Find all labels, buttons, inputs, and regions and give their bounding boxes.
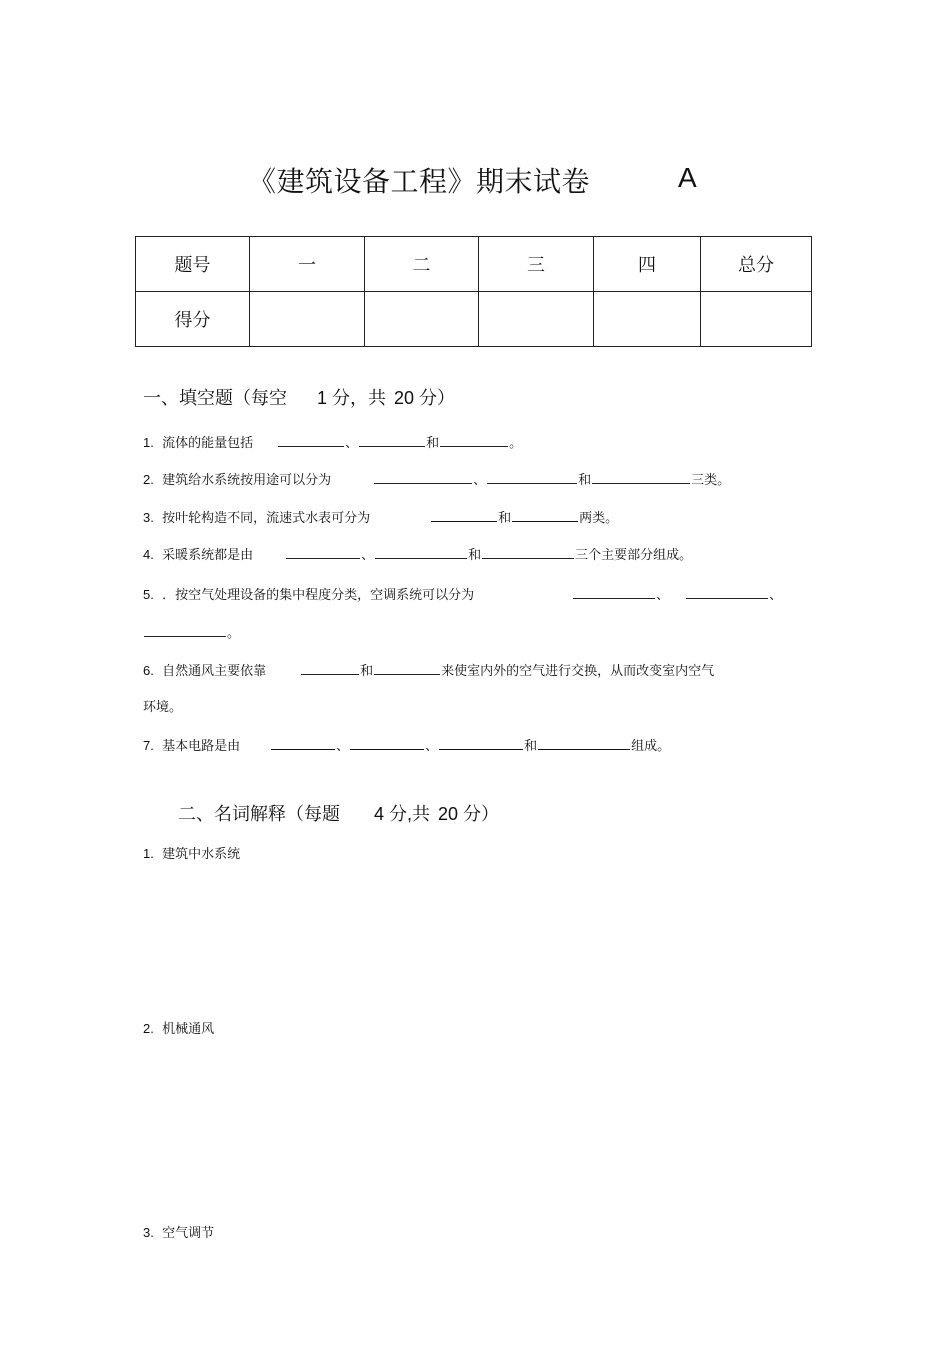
answer-blank[interactable] bbox=[271, 737, 335, 750]
answer-blank[interactable] bbox=[573, 586, 655, 599]
answer-blank[interactable] bbox=[538, 737, 630, 750]
answer-blank[interactable] bbox=[374, 662, 440, 675]
answer-blank[interactable] bbox=[374, 471, 472, 484]
answer-blank[interactable] bbox=[301, 662, 359, 675]
question-2: 2. 建筑给水系统按用途可以分为 、 和 三类。 bbox=[143, 472, 731, 488]
answer-blank[interactable] bbox=[686, 586, 768, 599]
answer-blank[interactable] bbox=[512, 509, 578, 522]
score-cell[interactable] bbox=[594, 292, 701, 347]
answer-blank[interactable] bbox=[439, 737, 523, 750]
header-cell: 一 bbox=[250, 237, 365, 292]
term-item: 3. 空气调节 bbox=[143, 1225, 215, 1241]
question-5-continued: 。 bbox=[143, 622, 240, 641]
section1-heading: 一、填空题（每空 1 分，共 20 分） bbox=[143, 388, 456, 409]
question-4: 4. 采暖系统都是由 、 和 三个主要部分组成。 bbox=[143, 547, 693, 563]
term-item: 1. 建筑中水系统 bbox=[143, 846, 241, 862]
question-6: 6. 自然通风主要依靠 和 来使室内外的空气进行交换，从而改变室内空气 bbox=[143, 663, 715, 679]
answer-blank[interactable] bbox=[487, 471, 577, 484]
question-3: 3. 按叶轮构造不同，流速式水表可分为 和 两类。 bbox=[143, 510, 619, 526]
score-cell[interactable] bbox=[701, 292, 812, 347]
answer-blank[interactable] bbox=[375, 546, 467, 559]
answer-blank[interactable] bbox=[286, 546, 360, 559]
score-cell[interactable] bbox=[365, 292, 479, 347]
score-table bbox=[135, 236, 812, 347]
term-item: 2. 机械通风 bbox=[143, 1021, 215, 1037]
question-5: 5. ．按空气处理设备的集中程度分类，空调系统可以分为 、 、 bbox=[143, 587, 783, 603]
score-table-score-row bbox=[136, 292, 812, 347]
question-7: 7. 基本电路是由 、 、 和 组成。 bbox=[143, 738, 671, 754]
page-title: 《建筑设备工程》期末试卷 bbox=[248, 165, 591, 198]
section2-heading: 二、名词解释（每题 4 分,共 20 分） bbox=[178, 804, 500, 825]
header-cell: 三 bbox=[479, 237, 594, 292]
row-label-cell: 得分 bbox=[136, 292, 250, 347]
answer-blank[interactable] bbox=[359, 434, 425, 447]
score-cell[interactable] bbox=[479, 292, 594, 347]
question-6-continued: 环境。 bbox=[143, 700, 183, 715]
header-cell: 四 bbox=[594, 237, 701, 292]
answer-blank[interactable] bbox=[350, 737, 424, 750]
score-cell[interactable] bbox=[250, 292, 365, 347]
question-1: 1. 流体的能量包括 、 和 。 bbox=[143, 435, 523, 451]
answer-blank[interactable] bbox=[278, 434, 344, 447]
header-cell: 题号 bbox=[136, 237, 250, 292]
header-cell: 总分 bbox=[701, 237, 812, 292]
score-table-header-row bbox=[136, 237, 812, 292]
answer-blank[interactable] bbox=[144, 624, 226, 637]
answer-blank[interactable] bbox=[440, 434, 508, 447]
answer-blank[interactable] bbox=[592, 471, 690, 484]
answer-blank[interactable] bbox=[431, 509, 497, 522]
answer-blank[interactable] bbox=[482, 546, 574, 559]
header-cell: 二 bbox=[365, 237, 479, 292]
paper-version-letter: A bbox=[678, 162, 697, 193]
